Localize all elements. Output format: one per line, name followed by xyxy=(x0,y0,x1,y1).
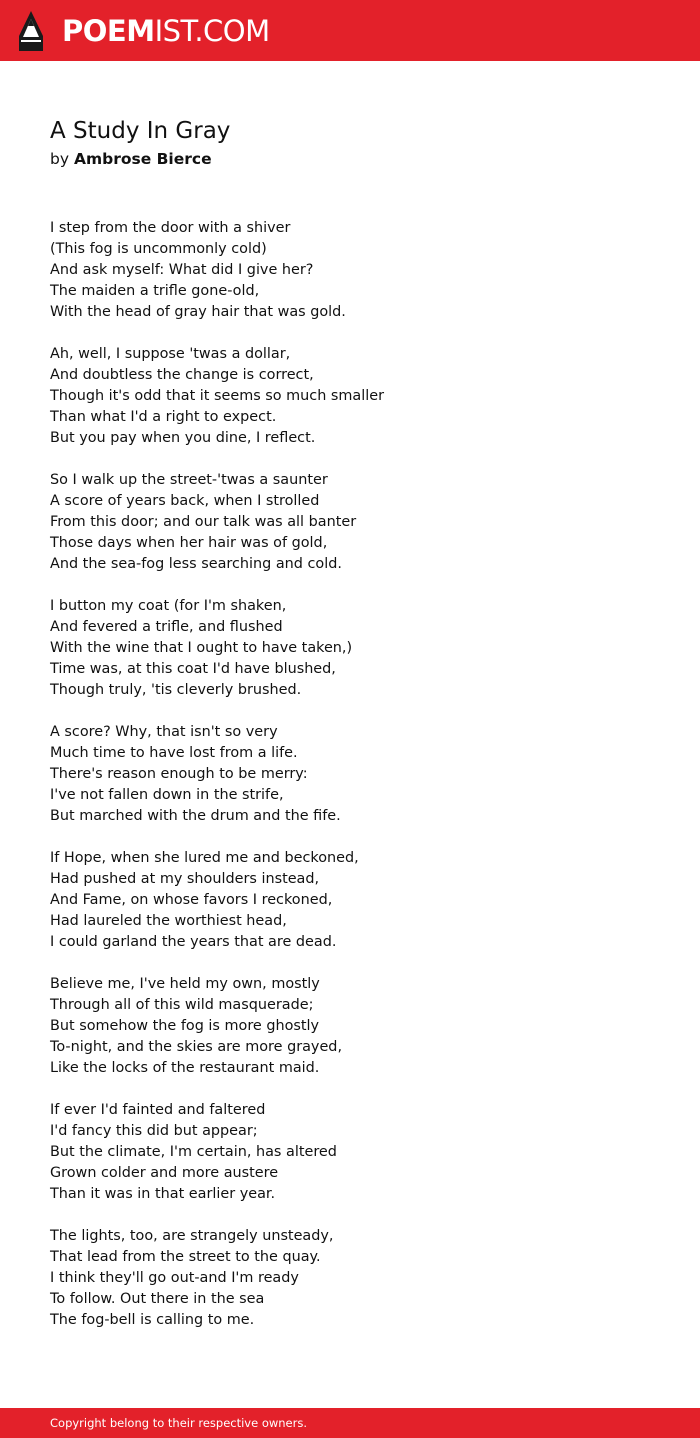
poem-line: Through all of this wild masquerade; xyxy=(50,997,314,1013)
poem-line: The maiden a trifle gone-old, xyxy=(50,283,260,299)
poem-line: With the wine that I ought to have taken,) xyxy=(50,640,353,656)
poem-line: But marched with the drum and the fife. xyxy=(50,808,341,824)
poem-stanza xyxy=(50,1226,650,1331)
poem-line: Much time to have lost from a life. xyxy=(50,745,298,761)
poem-line: I'd fancy this did but appear; xyxy=(50,1123,258,1139)
poem-line: So I walk up the street-'twas a saunter xyxy=(50,472,328,488)
poem-line: From this door; and our talk was all banter xyxy=(50,514,357,530)
poem-line: Like the locks of the restaurant maid. xyxy=(50,1060,320,1076)
poem-line: I've not fallen down in the strife, xyxy=(50,787,284,803)
poem-stanza xyxy=(50,1100,650,1205)
poem-line: And doubtless the change is correct, xyxy=(50,367,314,383)
poem-line: A score of years back, when I strolled xyxy=(50,493,320,509)
poem-line: I could garland the years that are dead. xyxy=(50,934,337,950)
poem-line: I step from the door with a shiver xyxy=(50,220,291,236)
poem-line: Though truly, 'tis cleverly brushed. xyxy=(50,682,302,698)
poem-line: Grown colder and more austere xyxy=(50,1165,279,1181)
poem-stanza xyxy=(50,344,650,449)
poem-stanza xyxy=(50,470,650,575)
poem-line: But you pay when you dine, I reflect. xyxy=(50,430,316,446)
by-label: by xyxy=(50,150,70,168)
pencil-tip-icon[interactable] xyxy=(18,10,44,52)
site-brand[interactable] xyxy=(62,13,270,49)
poem-stanza xyxy=(50,218,650,323)
poem-line: To follow. Out there in the sea xyxy=(50,1291,265,1307)
poem-body xyxy=(50,218,650,1352)
poem-stanza xyxy=(50,974,650,1079)
poem-stanza xyxy=(50,848,650,953)
poem-line: Though it's odd that it seems so much smaller xyxy=(50,388,385,404)
poem-line: If Hope, when she lured me and beckoned, xyxy=(50,850,359,866)
poem-stanza xyxy=(50,722,650,827)
brand-light: IST.COM xyxy=(154,14,270,48)
poem-line: Those days when her hair was of gold, xyxy=(50,535,328,551)
author-name: Ambrose Bierce xyxy=(73,150,212,168)
poem-stanza xyxy=(50,596,650,701)
poem-line: Than it was in that earlier year. xyxy=(50,1186,276,1202)
site-footer xyxy=(0,1408,700,1438)
poem-line: And fevered a trifle, and flushed xyxy=(50,619,283,635)
poem-line: I button my coat (for I'm shaken, xyxy=(50,598,287,614)
poem-line: Time was, at this coat I'd have blushed, xyxy=(50,661,336,677)
poem-line: And Fame, on whose favors I reckoned, xyxy=(50,892,333,908)
poem-line: Than what I'd a right to expect. xyxy=(50,409,277,425)
poem-line: A score? Why, that isn't so very xyxy=(50,724,278,740)
poem-line: If ever I'd fainted and faltered xyxy=(50,1102,266,1118)
poem-line: Believe me, I've held my own, mostly xyxy=(50,976,320,992)
poem-line: The fog-bell is calling to me. xyxy=(50,1312,255,1328)
poem-byline xyxy=(50,148,212,170)
poem-line: Ah, well, I suppose 'twas a dollar, xyxy=(50,346,291,362)
site-header xyxy=(0,0,700,61)
poem-line: (This fog is uncommonly cold) xyxy=(50,241,267,257)
poem-line: Had pushed at my shoulders instead, xyxy=(50,871,320,887)
poem-line: With the head of gray hair that was gold. xyxy=(50,304,346,320)
brand-bold: POEM xyxy=(62,14,155,48)
poem-line: And the sea-fog less searching and cold. xyxy=(50,556,342,572)
poem-line: To-night, and the skies are more grayed, xyxy=(50,1039,343,1055)
poem-line: But somehow the fog is more ghostly xyxy=(50,1018,320,1034)
copyright-text: Copyright belong to their respective owners. xyxy=(50,1416,308,1430)
poem-line: The lights, too, are strangely unsteady, xyxy=(50,1228,334,1244)
poem-line: That lead from the street to the quay. xyxy=(50,1249,321,1265)
poem-line: And ask myself: What did I give her? xyxy=(50,262,314,278)
poem-line: I think they'll go out-and I'm ready xyxy=(50,1270,299,1286)
poem-line: Had laureled the worthiest head, xyxy=(50,913,287,929)
poem-title: A Study In Gray xyxy=(50,118,231,144)
poem-line: There's reason enough to be merry: xyxy=(50,766,308,782)
poem-line: But the climate, I'm certain, has altered xyxy=(50,1144,337,1160)
